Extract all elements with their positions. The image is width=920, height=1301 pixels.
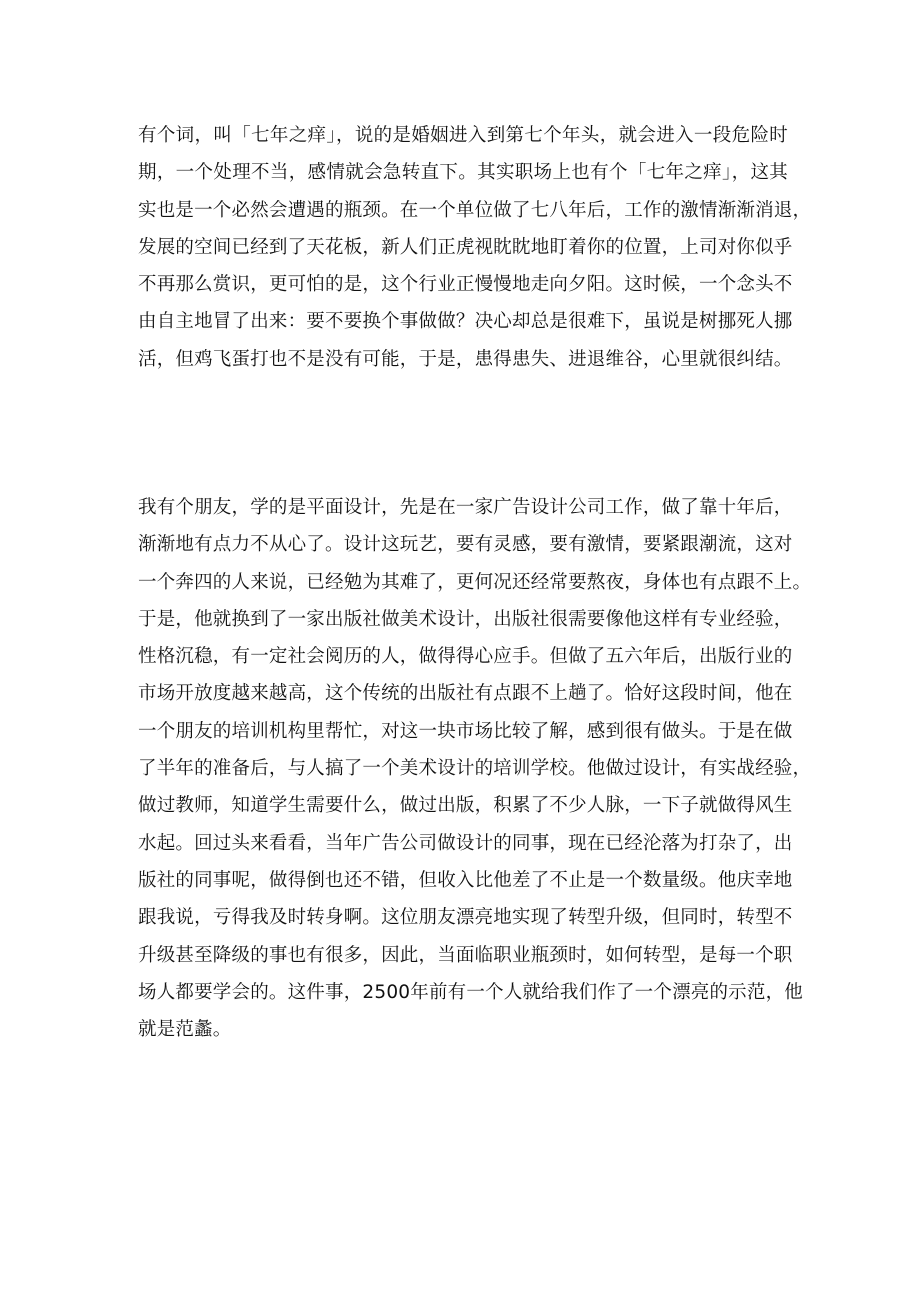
text-line: 就是范蠡。	[138, 1019, 232, 1041]
text-line: 市场开放度越来越高，这个传统的出版社有点跟不上趟了。恰好这段时间，他在	[138, 683, 793, 705]
paragraph-friend-story	[138, 489, 812, 1048]
paragraph-seven-year-itch	[138, 117, 812, 378]
text-line: 场人都要学会的。这件事，2500年前有一个人就给我们作了一个漂亮的示范，他	[138, 981, 803, 1003]
text-line: 升级甚至降级的事也有很多，因此，当面临职业瓶颈时，如何转型，是每一个职	[138, 944, 793, 966]
text-line: 一个奔四的人来说，已经勉为其难了，更何况还经常要熬夜，身体也有点跟不上。	[138, 571, 812, 593]
text-line: 由自主地冒了出来：要不要换个事做做？决心却总是很难下，虽说是树挪死人挪	[138, 311, 793, 333]
text-line: 于是，他就换到了一家出版社做美术设计，出版社很需要像他这样有专业经验，	[138, 608, 793, 630]
text-line: 版社的同事呢，做得倒也还不错，但收入比他差了不止是一个数量级。他庆幸地	[138, 869, 793, 891]
text-line: 跟我说，亏得我及时转身啊。这位朋友漂亮地实现了转型升级，但同时，转型不	[138, 907, 793, 929]
text-line: 水起。回过头来看看，当年广告公司做设计的同事，现在已经沦落为打杂了，出	[138, 832, 793, 854]
text-line: 了半年的准备后，与人搞了一个美术设计的培训学校。他做过设计，有实战经验，	[138, 758, 812, 780]
text-line: 实也是一个必然会遭遇的瓶颈。在一个单位做了七八年后，工作的激情渐渐消退，	[138, 199, 812, 221]
text-line: 做过教师，知道学生需要什么，做过出版，积累了不少人脉，一下子就做得风生	[138, 795, 793, 817]
text-line: 我有个朋友，学的是平面设计，先是在一家广告设计公司工作，做了靠十年后，	[138, 497, 793, 518]
text-line: 渐渐地有点力不从心了。设计这玩艺，要有灵感，要有激情，要紧跟潮流，这对	[138, 534, 793, 556]
text-line: 活，但鸡飞蛋打也不是没有可能，于是，患得患失、进退维谷，心里就很纠结。	[138, 348, 793, 370]
text-line: 有个词，叫「七年之痒」，说的是婚姻进入到第七个年头，就会进入一段危险时	[138, 125, 788, 146]
text-line: 性格沉稳，有一定社会阅历的人，做得得心应手。但做了五六年后，出版行业的	[138, 646, 793, 668]
text-line: 一个朋友的培训机构里帮忙，对这一块市场比较了解，感到很有做头。于是在做	[138, 720, 793, 742]
text-line: 发展的空间已经到了天花板，新人们正虎视眈眈地盯着你的位置，上司对你似乎	[138, 236, 793, 258]
text-line: 不再那么赏识，更可怕的是，这个行业正慢慢地走向夕阳。这时候，一个念头不	[138, 274, 793, 296]
text-line: 期，一个处理不当，感情就会急转直下。其实职场上也有个「七年之痒」，这其	[138, 162, 788, 184]
